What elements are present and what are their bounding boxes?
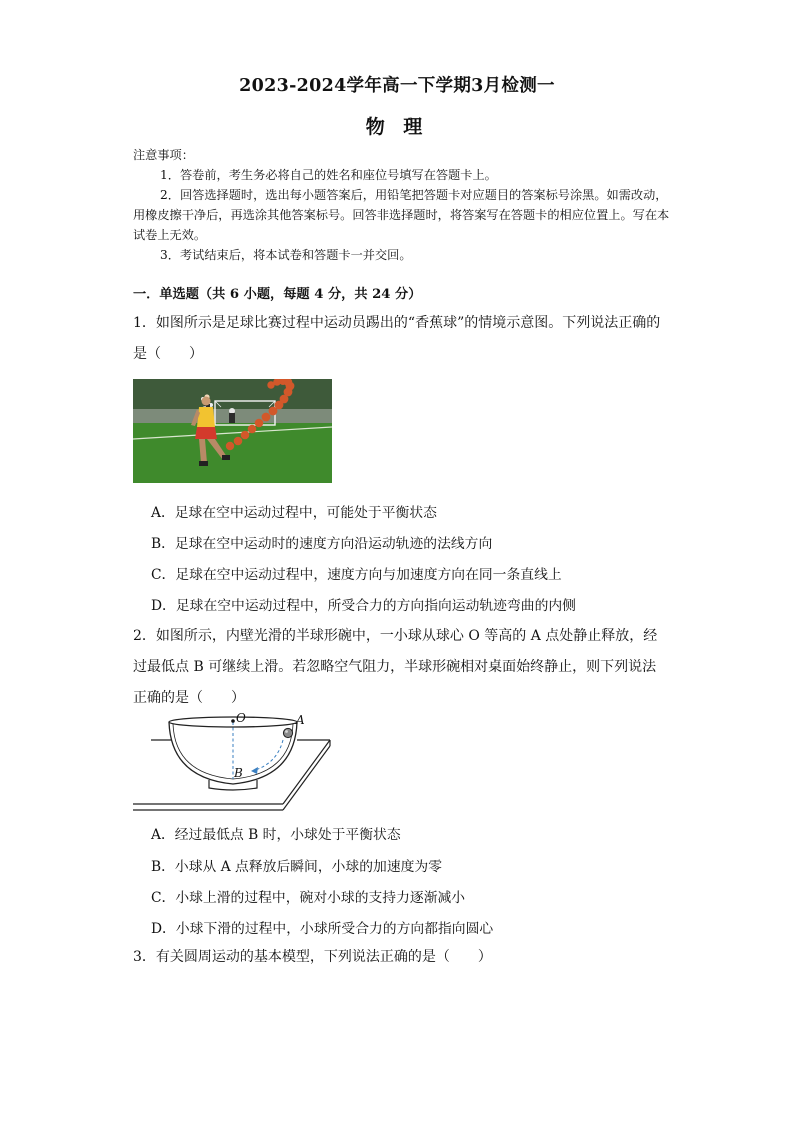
question-2-option-b: B．小球从 A 点释放后瞬间，小球的加速度为零 — [151, 859, 443, 875]
question-1-option-b: B．足球在空中运动时的速度方向沿运动轨迹的法线方向 — [151, 536, 493, 552]
label-b: B — [234, 766, 243, 780]
label-a: A — [296, 713, 305, 727]
question-2-option-d: D．小球下滑的过程中，小球所受合力的方向都指向圆心 — [151, 921, 494, 937]
question-1-option-c: C．足球在空中运动过程中，速度方向与加速度方向在同一条直线上 — [151, 567, 562, 583]
label-o: O — [236, 711, 246, 725]
notice-item-2: 2．回答选择题时，选出每小题答案后，用铅笔把答题卡对应题目的答案标号涂黑。如需改动，用橡皮擦干净后，再选涂其他答案标号。回答非选择题时，将答案写在答题卡的相应位置上。写在本试卷上无效。 — [133, 188, 670, 242]
notice-item-3: 3．考试结束后，将本试卷和答题卡一并交回。 — [160, 248, 412, 262]
question-1-option-d: D．足球在空中运动过程中，所受合力的方向指向运动轨迹弯曲的内侧 — [151, 598, 576, 614]
question-1-option-a: A．足球在空中运动过程中，可能处于平衡状态 — [151, 505, 437, 521]
notice-heading: 注意事项： — [133, 148, 194, 162]
question-2-option-c: C．小球上滑的过程中，碗对小球的支持力逐渐减小 — [151, 890, 466, 906]
question-3-stem: 3．有关圆周运动的基本模型，下列说法正确的是（ ） — [133, 949, 492, 965]
section-title: 一．单选题（共 6 小题，每题 4 分，共 24 分） — [133, 287, 422, 302]
subject-title: 物 理 — [365, 116, 429, 138]
notice-item-1: 1．答卷前，考生务必将自己的姓名和座位号填写在答题卡上。 — [160, 168, 497, 182]
question-2-stem: 2．如图所示，内壁光滑的半球形碗中，一小球从球心 O 等高的 A 点处静止释放，经过最低点 B 可继续上滑。若忽略空气阻力，半球形碗相对桌面始终静止，则下列说法正确的是（ ） — [133, 628, 658, 706]
question-2-option-a: A．经过最低点 B 时，小球处于平衡状态 — [151, 827, 401, 843]
football-banana-kick-figure — [133, 379, 332, 483]
question-1-stem: 1．如图所示是足球比赛过程中运动员踢出的“香蕉球”的情境示意图。下列说法正确的是（ ） — [133, 315, 661, 362]
hemispherical-bowl-figure — [133, 708, 333, 816]
notice-block — [133, 145, 673, 265]
exam-title: 2023-2024学年高一下学期3月检测一 — [239, 76, 555, 96]
